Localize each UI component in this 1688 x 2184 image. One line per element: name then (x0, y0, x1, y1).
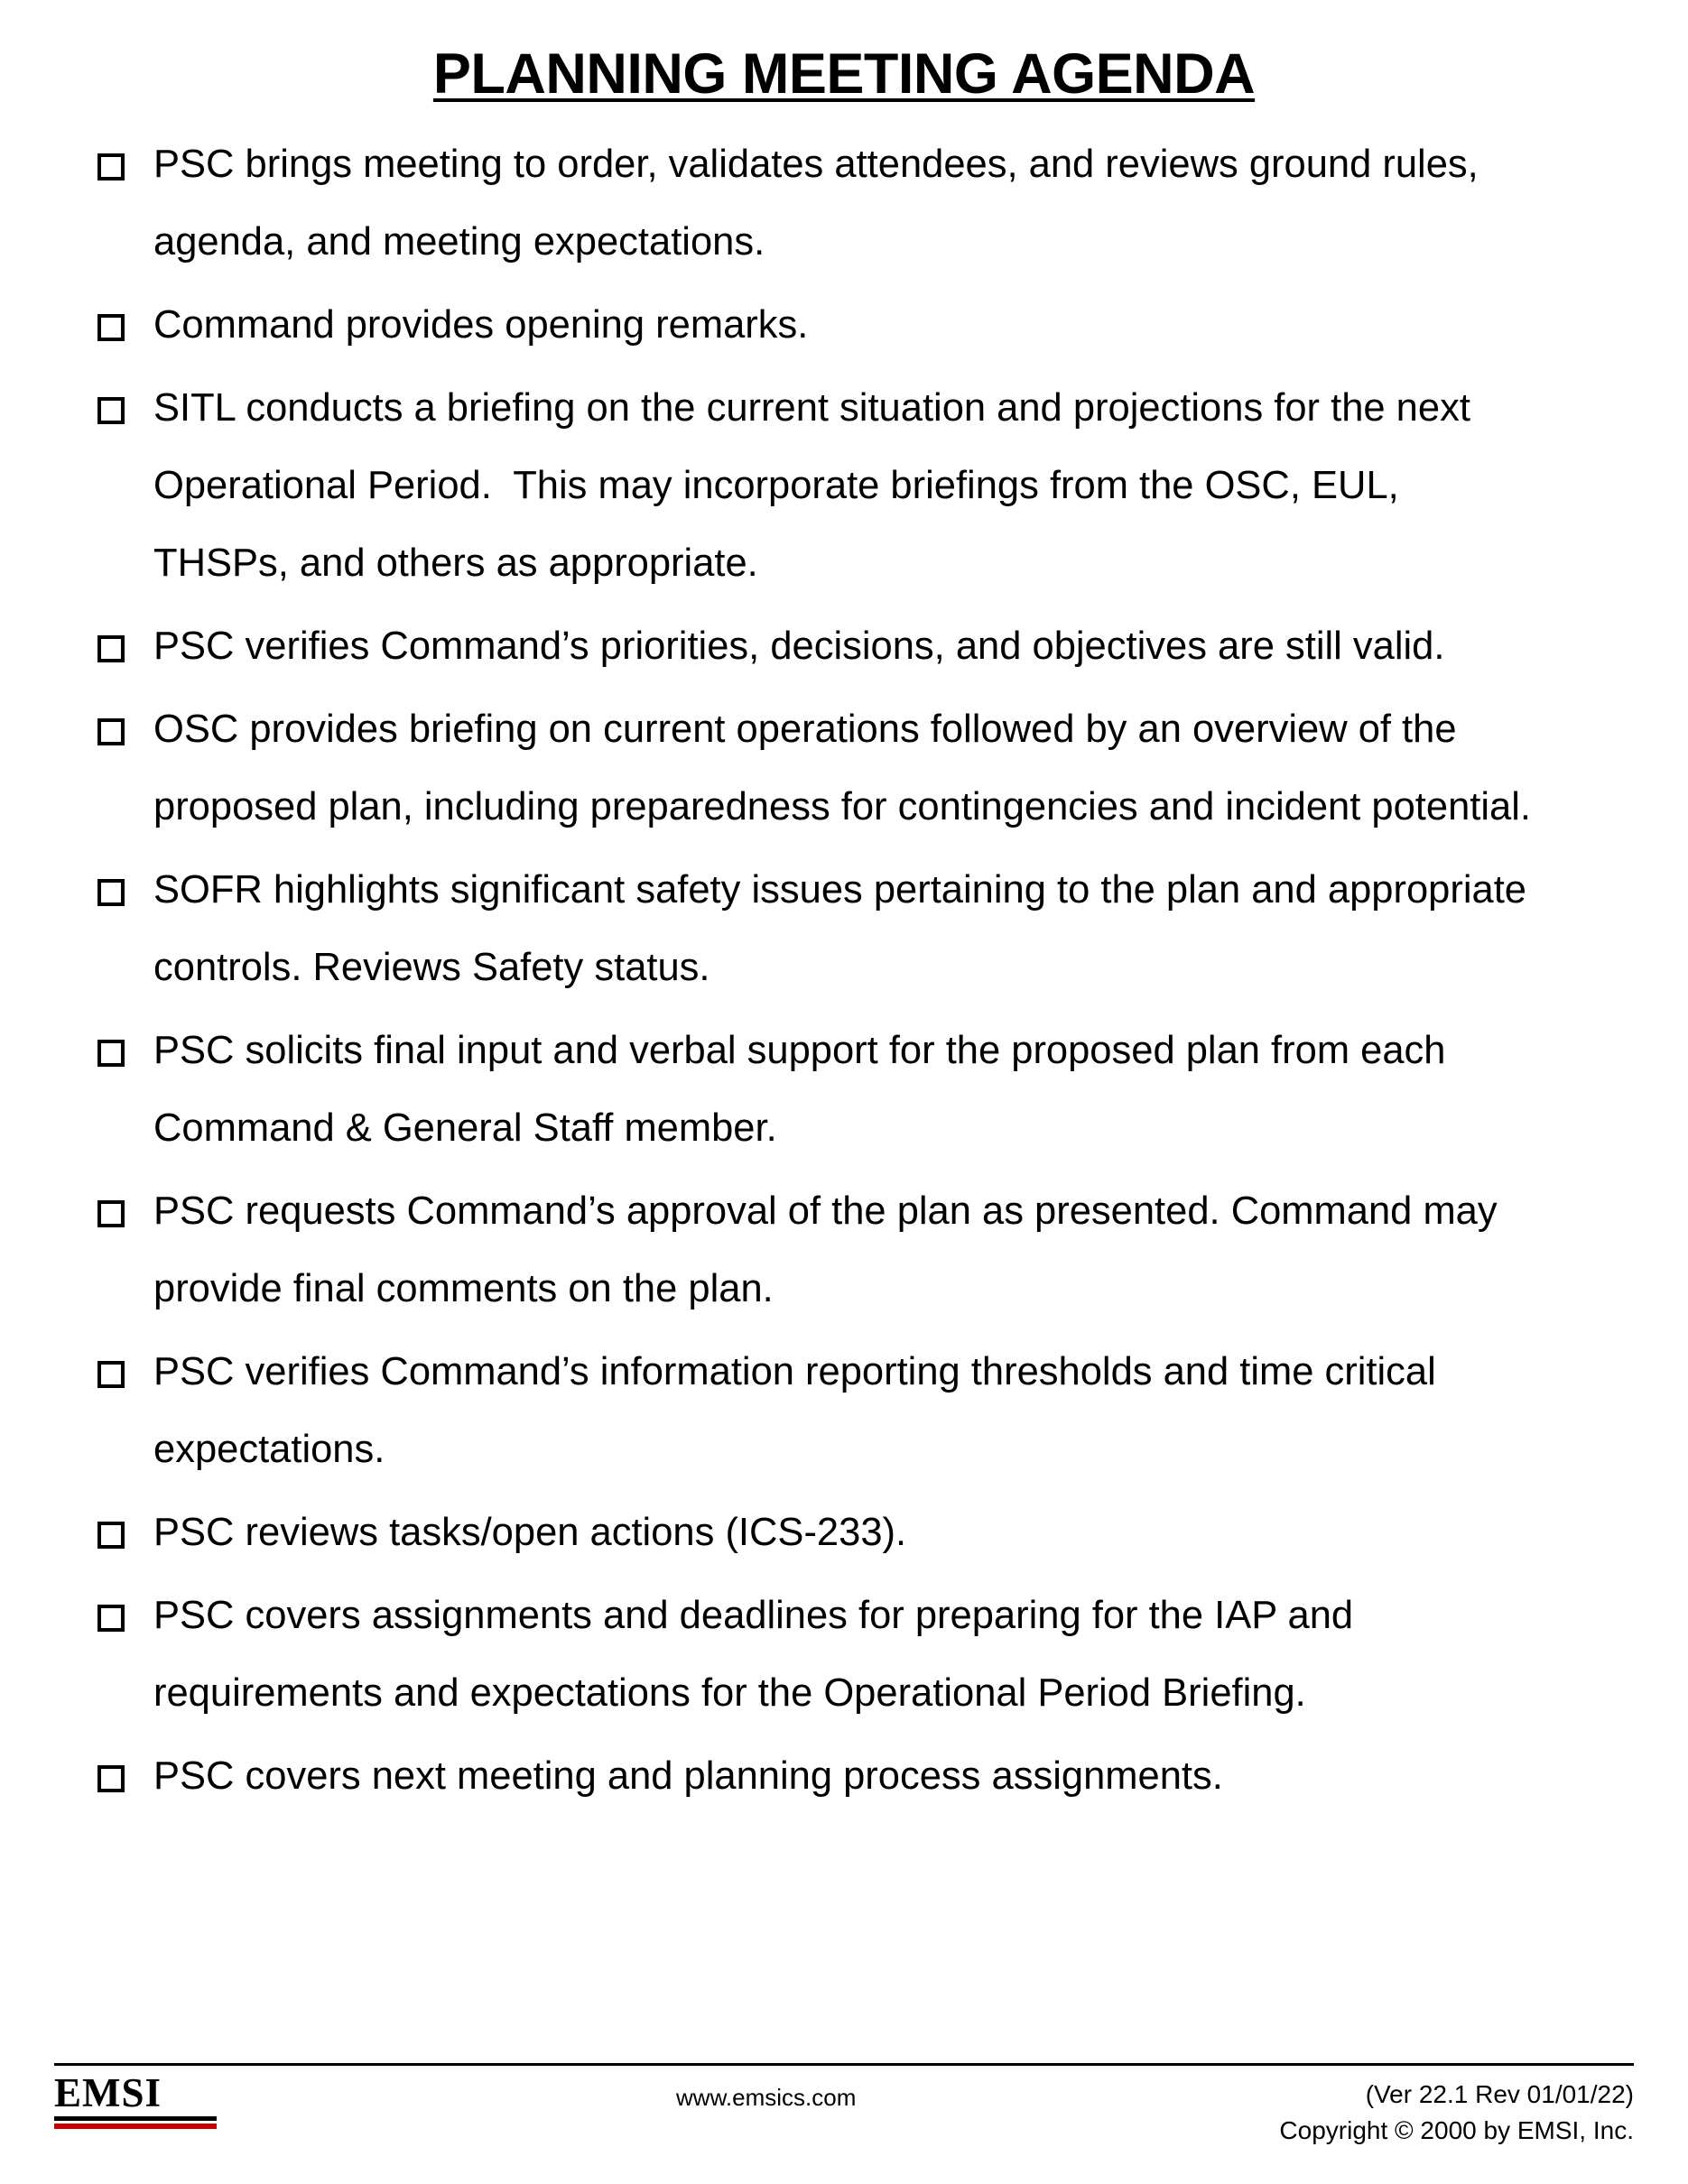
list-item (54, 1577, 1634, 1732)
page-footer (54, 2063, 1634, 2150)
checkbox-icon[interactable] (54, 851, 153, 929)
list-item (54, 369, 1634, 602)
checkbox-icon[interactable] (54, 125, 153, 203)
footer-copyright: Copyright © 2000 by EMSI, Inc. (1279, 2116, 1634, 2145)
list-item-text: Command provides opening remarks. (153, 303, 809, 347)
list-item-text: SOFR highlights significant safety issues pertaining to the plan and appropriate controls. Reviews Safety status. (153, 868, 1538, 990)
logo-text: EMSI (54, 2069, 162, 2115)
list-item-text: PSC covers next meeting and planning process assignments. (153, 1754, 1223, 1799)
list-item (54, 607, 1634, 685)
footer-website[interactable]: www.emsics.com (676, 2083, 857, 2111)
list-item (54, 1333, 1634, 1488)
list-item (54, 1012, 1634, 1167)
list-item-text: PSC reviews tasks/open actions (ICS-233). (153, 1511, 907, 1555)
checkbox-icon[interactable] (54, 1012, 153, 1089)
list-item-text: PSC covers assignments and deadlines for preparing for the IAP and requirements and expectations for the Operational Period Briefing. (153, 1594, 1365, 1716)
checkbox-icon[interactable] (54, 1172, 153, 1250)
checkbox-icon[interactable] (54, 369, 153, 447)
list-item-text: SITL conducts a briefing on the current situation and projections for the next Operational Period. This may incorporate briefings from the OSC, EUL, THSPs, and others as appropriate. (153, 386, 1482, 586)
checkbox-icon[interactable] (54, 1494, 153, 1571)
page-title-text: PLANNING MEETING AGENDA (432, 42, 1256, 106)
list-item-text: PSC verifies Command’s priorities, decisions, and objectives are still valid. (153, 625, 1445, 669)
list-item (54, 1172, 1634, 1328)
logo-bar-black (54, 2116, 217, 2121)
list-item-text: PSC solicits final input and verbal support for the proposed plan from each Command & General Staff member. (153, 1029, 1457, 1151)
list-item-text: OSC provides briefing on current operations followed by an overview of the proposed plan, including preparedness for contingencies and incident potential. (153, 708, 1531, 829)
agenda-list (54, 125, 1634, 1815)
list-item-text: PSC verifies Command’s information reporting thresholds and time critical expectations. (153, 1350, 1447, 1472)
list-item (54, 1737, 1634, 1815)
page-title (54, 43, 1634, 106)
list-item (54, 1494, 1634, 1571)
footer-version-block (1279, 2071, 1634, 2150)
checkbox-icon[interactable] (54, 690, 153, 768)
checkbox-icon[interactable] (54, 607, 153, 685)
emsi-logo (54, 2071, 253, 2129)
list-item (54, 690, 1634, 846)
list-item (54, 125, 1634, 281)
checkbox-icon[interactable] (54, 1333, 153, 1411)
footer-divider (54, 2063, 1634, 2066)
footer-version: (Ver 22.1 Rev 01/01/22) (1365, 2079, 1634, 2108)
logo-bar-red (54, 2124, 217, 2129)
list-item-text: PSC brings meeting to order, validates attendees, and reviews ground rules, agenda, and meeting expectations. (153, 143, 1489, 264)
list-item (54, 851, 1634, 1006)
list-item-text: PSC requests Command’s approval of the plan as presented. Command may provide final comments on the plan. (153, 1189, 1508, 1311)
checkbox-icon[interactable] (54, 1737, 153, 1815)
list-item (54, 286, 1634, 364)
checkbox-icon[interactable] (54, 1577, 153, 1654)
checkbox-icon[interactable] (54, 286, 153, 364)
